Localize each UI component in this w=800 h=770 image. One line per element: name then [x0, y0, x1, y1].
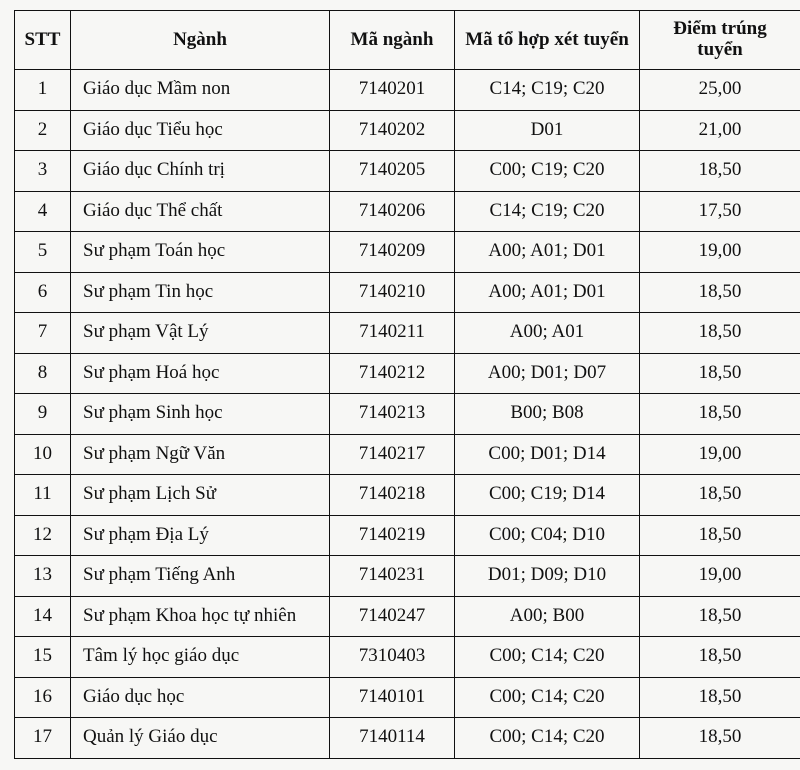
header-ma-nganh: Mã ngành [330, 11, 455, 70]
table-row [15, 475, 800, 516]
table-row [15, 232, 800, 273]
cell-stt: 17 [15, 718, 71, 759]
table-row [15, 718, 800, 759]
cell-diem: 25,00 [640, 70, 800, 111]
cell-ma-nganh: 7140213 [330, 394, 455, 435]
cell-nganh: Sư phạm Ngữ Văn [71, 434, 330, 475]
cell-to-hop: A00; A01; D01 [455, 272, 640, 313]
cell-diem: 18,50 [640, 637, 800, 678]
cell-stt: 10 [15, 434, 71, 475]
cell-to-hop: D01 [455, 110, 640, 151]
table-row [15, 394, 800, 435]
cell-to-hop: A00; A01; D01 [455, 232, 640, 273]
cell-stt: 11 [15, 475, 71, 516]
cell-stt: 9 [15, 394, 71, 435]
cell-to-hop: C00; D01; D14 [455, 434, 640, 475]
cell-stt: 12 [15, 515, 71, 556]
cell-ma-nganh: 7140209 [330, 232, 455, 273]
table-row [15, 191, 800, 232]
header-row [15, 11, 800, 70]
cell-to-hop: C00; C19; C20 [455, 151, 640, 192]
cell-diem: 19,00 [640, 434, 800, 475]
cell-stt: 4 [15, 191, 71, 232]
cell-diem: 21,00 [640, 110, 800, 151]
cell-diem: 18,50 [640, 394, 800, 435]
cell-stt: 5 [15, 232, 71, 273]
cell-diem: 18,50 [640, 596, 800, 637]
table-row [15, 434, 800, 475]
cell-ma-nganh: 7140114 [330, 718, 455, 759]
cell-stt: 1 [15, 70, 71, 111]
table-row [15, 70, 800, 111]
table-row [15, 677, 800, 718]
cell-diem: 18,50 [640, 313, 800, 354]
table-row [15, 353, 800, 394]
cell-ma-nganh: 7140217 [330, 434, 455, 475]
cell-nganh: Giáo dục Thể chất [71, 191, 330, 232]
cell-diem: 18,50 [640, 677, 800, 718]
cell-ma-nganh: 7140210 [330, 272, 455, 313]
cell-to-hop: A00; B00 [455, 596, 640, 637]
table-row [15, 110, 800, 151]
cell-ma-nganh: 7140212 [330, 353, 455, 394]
cell-nganh: Giáo dục học [71, 677, 330, 718]
table-row [15, 596, 800, 637]
cell-diem: 18,50 [640, 718, 800, 759]
cell-nganh: Sư phạm Toán học [71, 232, 330, 273]
cell-ma-nganh: 7140218 [330, 475, 455, 516]
cell-to-hop: B00; B08 [455, 394, 640, 435]
cell-to-hop: C00; C14; C20 [455, 637, 640, 678]
cell-nganh: Sư phạm Tin học [71, 272, 330, 313]
cell-ma-nganh: 7140231 [330, 556, 455, 597]
cell-to-hop: A00; A01 [455, 313, 640, 354]
cell-nganh: Giáo dục Mầm non [71, 70, 330, 111]
cell-ma-nganh: 7310403 [330, 637, 455, 678]
cell-stt: 2 [15, 110, 71, 151]
cell-nganh: Sư phạm Lịch Sử [71, 475, 330, 516]
cell-nganh: Quản lý Giáo dục [71, 718, 330, 759]
cell-diem: 18,50 [640, 353, 800, 394]
cell-to-hop: C00; C04; D10 [455, 515, 640, 556]
cell-diem: 19,00 [640, 232, 800, 273]
header-diem: Điểm trúng tuyển [640, 11, 800, 70]
cell-stt: 6 [15, 272, 71, 313]
cell-ma-nganh: 7140211 [330, 313, 455, 354]
cell-nganh: Sư phạm Tiếng Anh [71, 556, 330, 597]
cell-ma-nganh: 7140205 [330, 151, 455, 192]
cell-to-hop: A00; D01; D07 [455, 353, 640, 394]
cell-diem: 18,50 [640, 475, 800, 516]
cell-nganh: Sư phạm Sinh học [71, 394, 330, 435]
table-row [15, 637, 800, 678]
cell-to-hop: C00; C14; C20 [455, 718, 640, 759]
cell-diem: 18,50 [640, 151, 800, 192]
table-row [15, 151, 800, 192]
cell-stt: 14 [15, 596, 71, 637]
cell-to-hop: C14; C19; C20 [455, 70, 640, 111]
cell-nganh: Tâm lý học giáo dục [71, 637, 330, 678]
cell-nganh: Sư phạm Vật Lý [71, 313, 330, 354]
cell-stt: 7 [15, 313, 71, 354]
cell-to-hop: D01; D09; D10 [455, 556, 640, 597]
cell-nganh: Sư phạm Hoá học [71, 353, 330, 394]
admission-score-table [14, 10, 800, 759]
cell-ma-nganh: 7140247 [330, 596, 455, 637]
cell-ma-nganh: 7140101 [330, 677, 455, 718]
cell-nganh: Giáo dục Chính trị [71, 151, 330, 192]
cell-stt: 8 [15, 353, 71, 394]
table-row [15, 272, 800, 313]
cell-ma-nganh: 7140202 [330, 110, 455, 151]
cell-diem: 18,50 [640, 272, 800, 313]
table-row [15, 515, 800, 556]
table-row [15, 556, 800, 597]
cell-nganh: Sư phạm Khoa học tự nhiên [71, 596, 330, 637]
cell-stt: 3 [15, 151, 71, 192]
cell-diem: 17,50 [640, 191, 800, 232]
cell-stt: 13 [15, 556, 71, 597]
cell-stt: 15 [15, 637, 71, 678]
header-nganh: Ngành [71, 11, 330, 70]
cell-ma-nganh: 7140219 [330, 515, 455, 556]
table-row [15, 313, 800, 354]
cell-to-hop: C00; C19; D14 [455, 475, 640, 516]
cell-to-hop: C00; C14; C20 [455, 677, 640, 718]
cell-diem: 19,00 [640, 556, 800, 597]
header-to-hop: Mã tổ hợp xét tuyển [455, 11, 640, 70]
cell-diem: 18,50 [640, 515, 800, 556]
cell-ma-nganh: 7140201 [330, 70, 455, 111]
cell-ma-nganh: 7140206 [330, 191, 455, 232]
cell-nganh: Giáo dục Tiểu học [71, 110, 330, 151]
cell-nganh: Sư phạm Địa Lý [71, 515, 330, 556]
cell-to-hop: C14; C19; C20 [455, 191, 640, 232]
header-stt: STT [15, 11, 71, 70]
cell-stt: 16 [15, 677, 71, 718]
